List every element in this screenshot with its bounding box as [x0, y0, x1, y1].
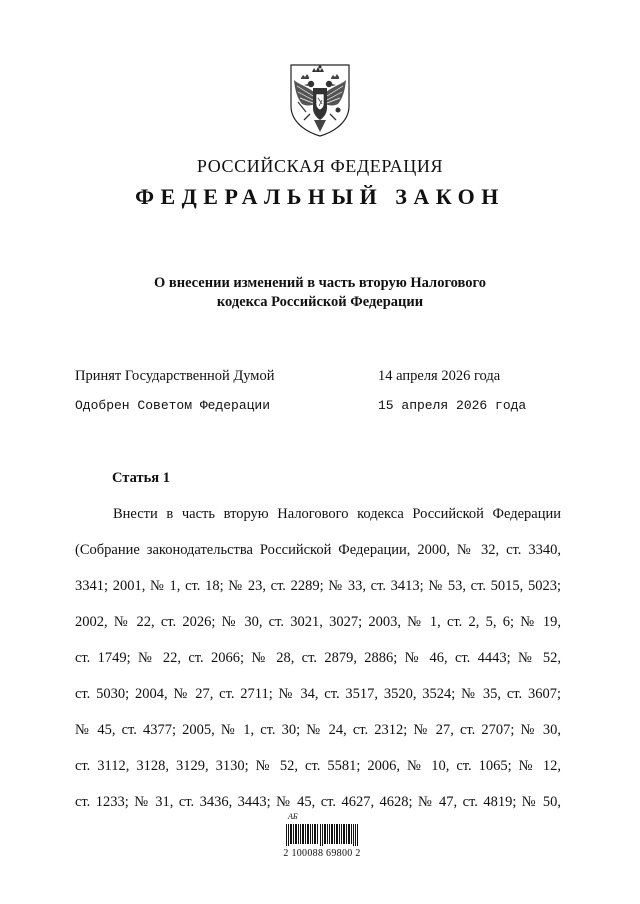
body-line: Внести в часть вторую Налогового кодекса Российской Федерации	[113, 506, 561, 522]
body-line: ст. 1749; № 22, ст. 2066; № 28, ст. 2879, 2886; № 46, ст. 4443; № 52,	[75, 650, 561, 666]
document-type: ФЕДЕРАЛЬНЫЙ ЗАКОН	[135, 184, 505, 209]
adoption-date-duma: 14 апреля 2026 года	[378, 368, 501, 384]
title-line: кодекса Российской Федерации	[216, 294, 424, 310]
adoption-label-duma: Принят Государственной Думой	[75, 368, 275, 384]
article-heading: Статья 1	[112, 470, 170, 486]
document-barcode	[280, 812, 364, 862]
body-line: № 45, ст. 4377; 2005, № 1, ст. 30; № 24, ст. 2312; № 27, ст. 2707; № 30,	[75, 722, 561, 738]
barcode-mark: АБ	[288, 812, 298, 821]
body-line: ст. 1233; № 31, ст. 3436, 3443; № 45, ст. 4627, 4628; № 47, ст. 4819; № 50,	[75, 794, 561, 810]
coat-of-arms-icon	[288, 62, 352, 138]
body-line: ст. 3112, 3128, 3129, 3130; № 52, ст. 5581; 2006, № 10, ст. 1065; № 12,	[75, 758, 561, 774]
document-title	[0, 274, 640, 312]
body-line: ст. 5030; 2004, № 27, ст. 2711; № 34, ст. 3517, 3520, 3524; № 35, ст. 3607;	[75, 686, 561, 702]
barcode-number: 2 100088 69800 2	[283, 848, 361, 859]
body-line: (Собрание законодательства Российской Федерации, 2000, № 32, ст. 3340,	[75, 542, 561, 558]
body-line: 3341; 2001, № 1, ст. 18; № 23, ст. 2289; № 33, ст. 3413; № 53, ст. 5015, 5023;	[75, 578, 561, 594]
barcode-icon	[286, 824, 358, 846]
adoption-label-council: Одобрен Советом Федерации	[75, 398, 271, 413]
article-body	[75, 504, 561, 828]
adoption-date-council: 15 апреля 2026 года	[378, 398, 527, 413]
title-line: О внесении изменений в часть вторую Налогового	[153, 275, 487, 291]
country-name: РОССИЙСКАЯ ФЕДЕРАЦИЯ	[196, 156, 444, 176]
body-line: 2002, № 22, ст. 2026; № 30, ст. 3021, 3027; 2003, № 1, ст. 2, 5, 6; № 19,	[75, 614, 561, 630]
